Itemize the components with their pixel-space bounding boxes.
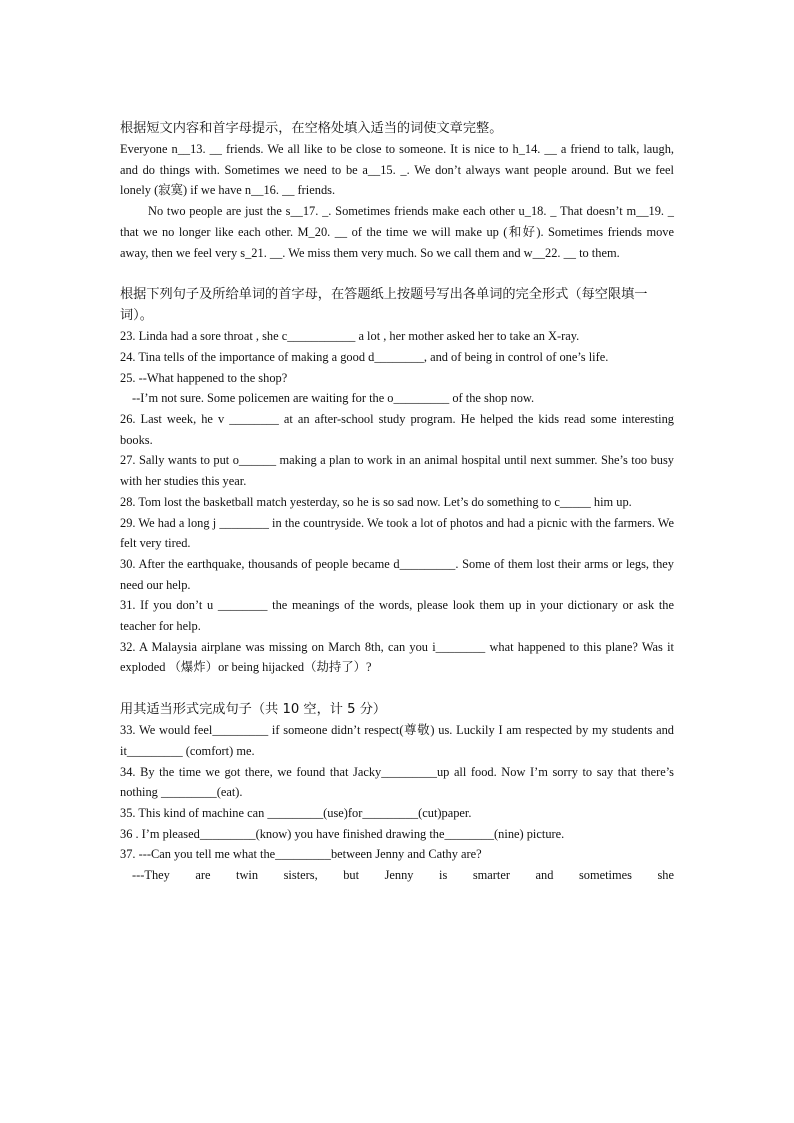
question-37-answer: ---They are twin sisters, but Jenny is smarter and sometimes she bbox=[132, 868, 674, 883]
section1-heading: 根据短文内容和首字母提示，在空格处填入适当的词使文章完整。 bbox=[120, 121, 503, 136]
question-34: 34. By the time we got there, we found that Jacky_________up all food. Now I’m sorry to say that there’s nothing _________(eat). bbox=[120, 764, 674, 800]
question-26: 26. Last week, he v ________ at an after-school study program. He helped the kids read some interesting books. bbox=[120, 412, 674, 447]
question-23: 23. Linda had a sore throat , she c___________ a lot , her mother asked her to take an X-ray. bbox=[120, 329, 580, 344]
cloze-paragraph-1: Everyone n__13. __ friends. We all like to be close to someone. It is nice to h_14. __ a friend to talk, laugh, and do things with. Sometimes we need to be a__15. _. We don’t always want people around. But we feel lonely (寂寞) if we have n__16. __ friends. bbox=[120, 142, 674, 198]
question-30: 30. After the earthquake, thousands of people became d_________. Some of them lost their arms or legs, they need our help. bbox=[120, 556, 674, 592]
question-25-answer: --I’m not sure. Some policemen are waiting for the o_________ of the shop now. bbox=[132, 391, 535, 406]
section2-heading: 根据下列句子及所给单词的首字母，在答题纸上按题号写出各单词的完全形式（每空限填一词）。 bbox=[120, 287, 648, 324]
question-37: 37. ---Can you tell me what the_________between Jenny and Cathy are? bbox=[120, 847, 482, 862]
section3-heading: 用其适当形式完成句子（共 10 空，计 5 分） bbox=[120, 702, 387, 718]
cloze-paragraph-2: No two people are just the s__17. _. Sometimes friends make each other u_18. _ That doesn’t m__19. _ that we no longer like each other. M_20. __ of the time we will make up (和好). Sometimes friends move away, then we feel very s_21. __. We miss them very much. So we call them and w__22. __ to them. bbox=[120, 204, 674, 260]
question-31: 31. If you don’t u ________ the meanings of the words, please look them up in your dictionary or ask the teacher for help. bbox=[120, 598, 674, 634]
question-35: 35. This kind of machine can _________(use)for_________(cut)paper. bbox=[120, 805, 472, 820]
question-36: 36 . I’m pleased_________(know) you have finished drawing the________(nine) picture. bbox=[120, 826, 565, 841]
question-28: 28. Tom lost the basketball match yesterday, so he is so sad now. Let’s do something to c_____ him up. bbox=[120, 494, 632, 509]
question-29: 29. We had a long j ________ in the countryside. We took a lot of photos and had a picnic with the farmers. We felt very tired. bbox=[120, 515, 674, 551]
question-25: 25. --What happened to the shop? bbox=[120, 370, 288, 385]
question-27: 27. Sally wants to put o______ making a plan to work in an animal hospital until next summer. She’s too busy with her studies this year. bbox=[120, 453, 674, 489]
question-32: 32. A Malaysia airplane was missing on March 8th, can you i________ what happened to this plane? Was it exploded （爆炸）or being hijacked（劫持了）? bbox=[120, 639, 674, 675]
document-page bbox=[120, 118, 674, 886]
question-24: 24. Tina tells of the importance of making a good d________, and of being in control of one’s life. bbox=[120, 349, 609, 364]
question-33: 33. We would feel_________ if someone didn’t respect(尊敬) us. Luckily I am respected by my students and it_________ (comfort) me. bbox=[120, 723, 674, 758]
